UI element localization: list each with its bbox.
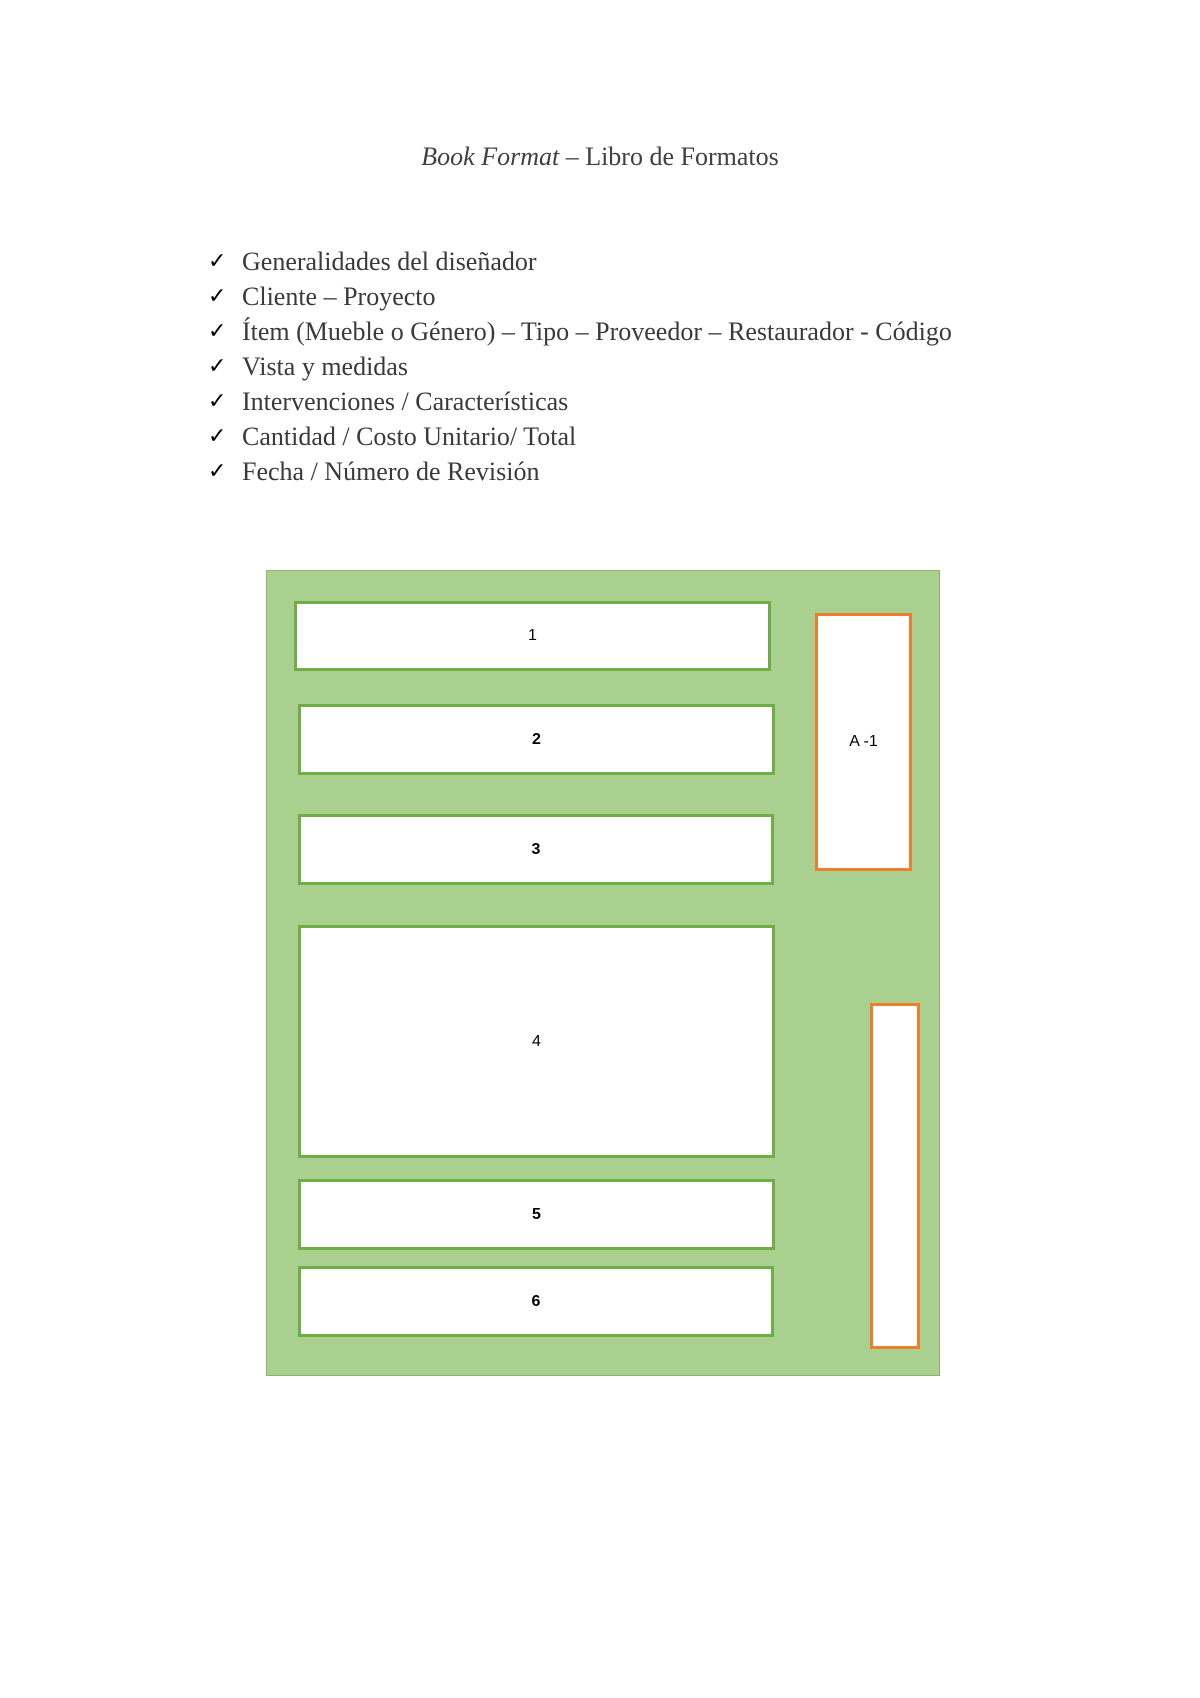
- layout-box-side: [870, 1003, 920, 1349]
- format-layout-panel: [266, 570, 940, 1376]
- checkmark-icon: ✓: [208, 249, 227, 274]
- layout-box-2: 2: [298, 704, 775, 775]
- checkmark-icon: ✓: [208, 424, 227, 449]
- checklist-item: [208, 384, 952, 419]
- title-italic-part: Book Format: [421, 142, 560, 171]
- checkmark-icon: ✓: [208, 389, 227, 414]
- checkmark-icon: ✓: [208, 459, 227, 484]
- checklist-item: [208, 314, 952, 349]
- checklist-item-label: Ítem (Mueble o Género) – Tipo – Proveedor – Restaurador - Código: [242, 317, 952, 346]
- layout-box-a1: A -1: [815, 613, 912, 871]
- layout-box-4: 4: [298, 925, 775, 1158]
- checklist-item-label: Cliente – Proyecto: [242, 282, 436, 311]
- checklist-item-label: Generalidades del diseñador: [242, 247, 537, 276]
- layout-box-3: 3: [298, 814, 774, 885]
- checkmark-icon: ✓: [208, 319, 227, 344]
- checklist-item-label: Fecha / Número de Revisión: [242, 457, 540, 486]
- title-separator: –: [559, 142, 586, 171]
- checklist-item: [208, 454, 952, 489]
- checklist-item-label: Cantidad / Costo Unitario/ Total: [242, 422, 577, 451]
- checklist-item: [208, 279, 952, 314]
- layout-box-1: 1: [294, 601, 771, 671]
- layout-box-6: 6: [298, 1266, 774, 1337]
- checklist-item-label: Vista y medidas: [242, 352, 408, 381]
- checklist-item: [208, 244, 952, 279]
- title-regular-part: Libro de Formatos: [585, 142, 779, 171]
- checklist-item: [208, 349, 952, 384]
- layout-box-5: 5: [298, 1179, 775, 1250]
- checkmark-icon: ✓: [208, 284, 227, 309]
- checkmark-icon: ✓: [208, 354, 227, 379]
- checklist-item-label: Intervenciones / Características: [242, 387, 569, 416]
- page-title: [0, 142, 1200, 172]
- checklist: [208, 244, 952, 489]
- checklist-item: [208, 419, 952, 454]
